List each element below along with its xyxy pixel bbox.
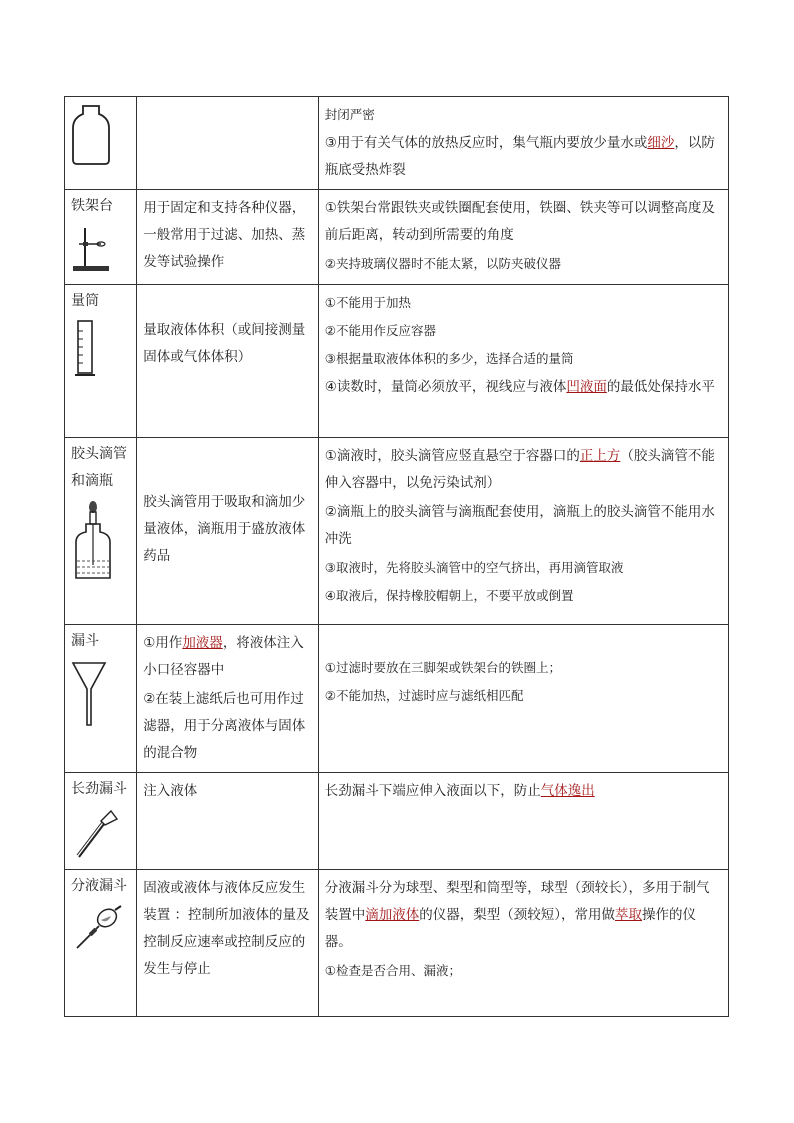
table-row [65,773,729,870]
note-text: ①过滤时要放在三脚架或铁架台的铁圈上； [324,660,561,675]
note-text: 长劲漏斗下端应伸入液面以下，防止气体逸出 [324,783,595,799]
name-cell [65,97,137,190]
name-cell [65,773,137,870]
separatory-funnel-icon [71,904,127,954]
use-cell [137,285,319,438]
notes-cell [318,97,728,190]
use-cell [137,438,319,625]
note-text: ②夹持玻璃仪器时不能太紧，以防夹破仪器 [324,256,561,271]
note-text: ①铁架台常跟铁夹或铁圈配套使用，铁圈、铁夹等可以调整高度及前后距离，转动到所需要的角度 [324,200,715,243]
key-term: 萃取 [614,907,642,923]
notes-cell [318,438,728,625]
note-text: ③用于有关气体的放热反应时，集气瓶内要放少量水或细沙，以防瓶底受热炸裂 [324,135,715,178]
use-cell [137,625,319,773]
notes-cell [318,625,728,773]
key-term: 凹液面 [566,379,607,395]
table-row [65,97,729,190]
notes-cell [318,773,728,870]
instrument-name: 铁架台 [71,198,113,214]
note-text: ④取液后，保持橡胶帽朝上，不要平放或倒置 [324,588,574,603]
use-cell [137,773,319,870]
use-text: ②在装上滤纸后也可用作过滤器，用于分离液体与固体的混合物 [143,691,306,761]
use-cell [137,190,319,285]
key-term: 加液器 [182,635,223,651]
gas-bottle-icon [71,104,111,166]
table-row [65,190,729,285]
note-text: ①滴液时，胶头滴管应竖直悬空于容器口的正上方（胶头滴管不能伸入容器中，以免污染试剂） [324,448,715,491]
use-text: 胶头滴管用于吸取和滴加少量液体，滴瓶用于盛放液体药品 [143,494,306,564]
instrument-name: 胶头滴管和滴瓶 [71,446,127,489]
key-term: 细沙 [647,135,675,151]
key-term: 滴加液体 [365,907,420,923]
instrument-name: 长劲漏斗 [71,781,127,797]
use-cell [137,97,319,190]
long-neck-funnel-icon [71,807,121,863]
name-cell [65,285,137,438]
graduated-cylinder-icon [71,319,101,379]
note-text: 封闭严密 [324,107,375,122]
use-text: 用于固定和支持各种仪器，一般常用于过滤、加热、蒸发等试验操作 [143,200,306,270]
iron-stand-icon [71,224,113,274]
note-text: ②不能用作反应容器 [324,323,436,338]
table-row [65,625,729,773]
notes-cell [318,285,728,438]
table-row [65,285,729,438]
dropper-bottle-icon [71,499,115,585]
name-cell [65,438,137,625]
key-term: 正上方 [579,448,621,464]
name-cell [65,625,137,773]
use-text: 固液或液体与液体反应发生装置 ：控制所加液体的量及控制反应速率或控制反应的发生与停止 [143,880,310,977]
note-text: 分液漏斗分为球型、梨型和筒型等，球型（颈较长），多用于制气装置中滴加液体的仪器，梨型（颈较短），常用做萃取操作的仪器。 [324,880,710,950]
instrument-name: 漏斗 [71,633,99,649]
note-text: ②滴瓶上的胶头滴管与滴瓶配套使用，滴瓶上的胶头滴管不能用水冲洗 [324,504,715,547]
use-text: 量取液体体积（或间接测量固体或气体体积） [143,322,306,365]
note-text: ②不能加热，过滤时应与滤纸相匹配 [324,688,524,703]
note-text: ④读数时，量筒必须放平，视线应与液体凹液面的最低处保持水平 [324,379,715,395]
key-term: 气体逸出 [540,783,595,799]
notes-cell [318,870,728,1017]
use-cell [137,870,319,1017]
name-cell [65,190,137,285]
note-text: ③取液时，先将胶头滴管中的空气挤出，再用滴管取液 [324,560,624,575]
funnel-icon [71,659,107,729]
use-text: ①用作加液器，将液体注入小口径容器中 [143,635,304,678]
name-cell [65,870,137,1017]
note-text: ①检查是否合用、漏液； [324,963,461,978]
table-row [65,870,729,1017]
instrument-name: 量筒 [71,293,99,309]
use-text: 注入液体 [143,783,198,799]
table-row [65,438,729,625]
note-text: ①不能用于加热 [324,295,411,310]
instrument-table [64,96,729,1017]
notes-cell [318,190,728,285]
instrument-name: 分液漏斗 [71,878,127,894]
note-text: ③根据量取液体体积的多少，选择合适的量筒 [324,351,574,366]
